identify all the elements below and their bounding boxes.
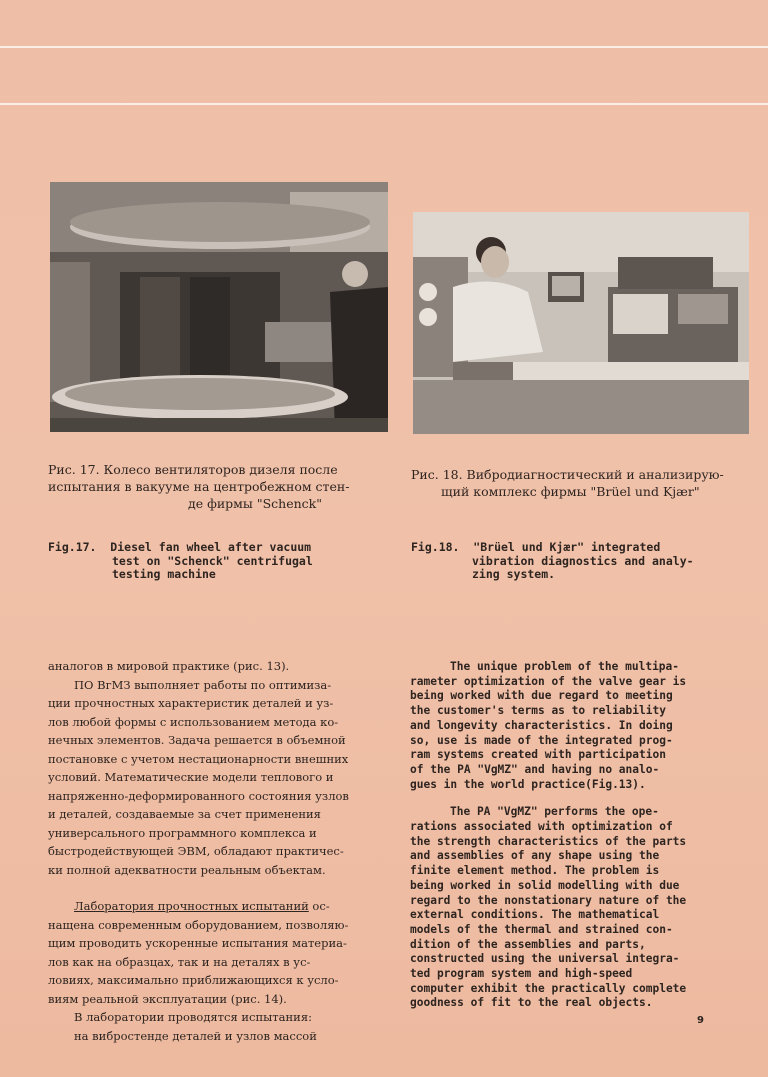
figure-18-caption-en (411, 541, 694, 582)
figure-17-caption-en (48, 541, 313, 582)
text-line: of the PA "VgMZ" and having no analo- (410, 762, 660, 776)
caption-line: zing system. (472, 567, 556, 581)
text-line: ки полной адекватности реальным объектам. (48, 862, 326, 877)
russian-text-column (48, 657, 354, 1045)
caption-line: vibration diagnostics and analy- (472, 553, 694, 568)
text-line: нечных элементов. Задача решается в объемной (48, 733, 346, 747)
text-line: ции прочностных характеристик деталей и уз- (48, 696, 334, 710)
text-line: being worked in solid modelling with due (410, 878, 680, 892)
text-line: the customer's terms as to reliability (410, 704, 666, 718)
caption-line: Fig.18. "Brüel und Kjær" integrated (411, 540, 661, 554)
text-line: the strength characteristics of the parts (410, 834, 687, 848)
text-line (48, 897, 354, 916)
text-line: щим проводить ускоренные испытания материа- (48, 936, 347, 950)
page-number: 9 (697, 1015, 704, 1026)
text-line: computer exhibit the practically complete (410, 981, 687, 995)
text-line: ted program system and high-speed (410, 967, 633, 981)
text-line: нащена современным оборудованием, позволяю- (48, 917, 349, 932)
text-line: goodness of fit to the real objects. (410, 996, 653, 1010)
figure-18-caption-ru (411, 466, 724, 500)
text-line: The PA "VgMZ" performs the ope- (450, 805, 659, 819)
text-line: and longevity characteristics. In doing (410, 718, 673, 732)
text-line: виям реальной эксплуатации (рис. 14). (48, 991, 287, 1006)
vibration-lab-photo-drawing (413, 212, 749, 434)
text-line: на вибростенде деталей и узлов массой (74, 1028, 317, 1043)
text-line: so, use is made of the integrated prog- (410, 733, 673, 747)
figure-17-caption-ru (48, 461, 349, 512)
text-line: constructed using the universal integra- (410, 952, 680, 966)
fan-wheel-photo-drawing (50, 182, 388, 432)
text-line: и деталей, создаваемые за счет применения (48, 807, 321, 821)
text-line: лов как на образцах, так и на деталях в ус- (48, 954, 311, 969)
text-line: dition of the assemblies and parts, (410, 937, 646, 951)
text-line: finite element method. The problem is (410, 864, 660, 878)
caption-line: testing machine (112, 567, 216, 581)
caption-line: test on "Schenck" centrifugal (112, 553, 313, 568)
top-rule (0, 46, 768, 48)
text-line: external conditions. The mathematical (410, 908, 660, 922)
text-line: regard to the nonstationary nature of the (410, 893, 687, 907)
text-line: напряженно-деформированного состояния узлов (48, 788, 349, 803)
second-rule (0, 103, 768, 105)
caption-line: Рис. 17. Колесо вентиляторов дизеля после (48, 462, 338, 477)
text-line: аналогов в мировой практике (рис. 13). (48, 659, 290, 673)
text-line: models of the thermal and strained con- (410, 922, 673, 936)
text-line: постановке с учетом нестационарности внешних (48, 751, 349, 766)
english-text-column (410, 660, 730, 1011)
figure-18-photo (413, 212, 749, 434)
text-line: ловиях, максимально приближающихся к усло- (48, 973, 339, 987)
figure-17-photo (50, 182, 388, 432)
text-line: быстродействующей ЭВМ, обладают практичес- (48, 844, 344, 858)
text-line: универсального программного комплекса и (48, 825, 317, 840)
caption-line: Fig.17. Diesel fan wheel after vacuum (48, 540, 312, 554)
text-line: being worked with due regard to meeting (410, 689, 673, 703)
text-line: В лаборатории проводятся испытания: (74, 1010, 312, 1024)
text-line: rameter optimization of the valve gear is (410, 674, 687, 688)
text-line: лов любой формы с использованием метода ко- (48, 714, 339, 729)
caption-line: испытания в вакууме на центробежном стен- (48, 479, 350, 494)
text-line: and assemblies of any shape using the (410, 849, 660, 863)
caption-line: Рис. 18. Вибродиагностический и анализирую- (411, 467, 724, 482)
caption-line: де фирмы "Schenck" (188, 496, 322, 511)
text-line: gues in the world practice(Fig.13). (410, 777, 646, 791)
text-line: rations associated with optimization of (410, 820, 673, 834)
text-line: ram systems created with participation (410, 748, 666, 762)
text-fragment: ос- (308, 899, 330, 913)
caption-line: щий комплекс фирмы "Brüel und Kjær" (441, 484, 700, 499)
text-line: ПО ВгМЗ выполняет работы по оптимиза- (74, 677, 332, 692)
text-line: The unique problem of the multipa- (450, 660, 680, 673)
text-line: условий. Математические модели теплового и (48, 770, 334, 784)
lab-heading: Лаборатория прочностных испытаний (74, 899, 309, 913)
